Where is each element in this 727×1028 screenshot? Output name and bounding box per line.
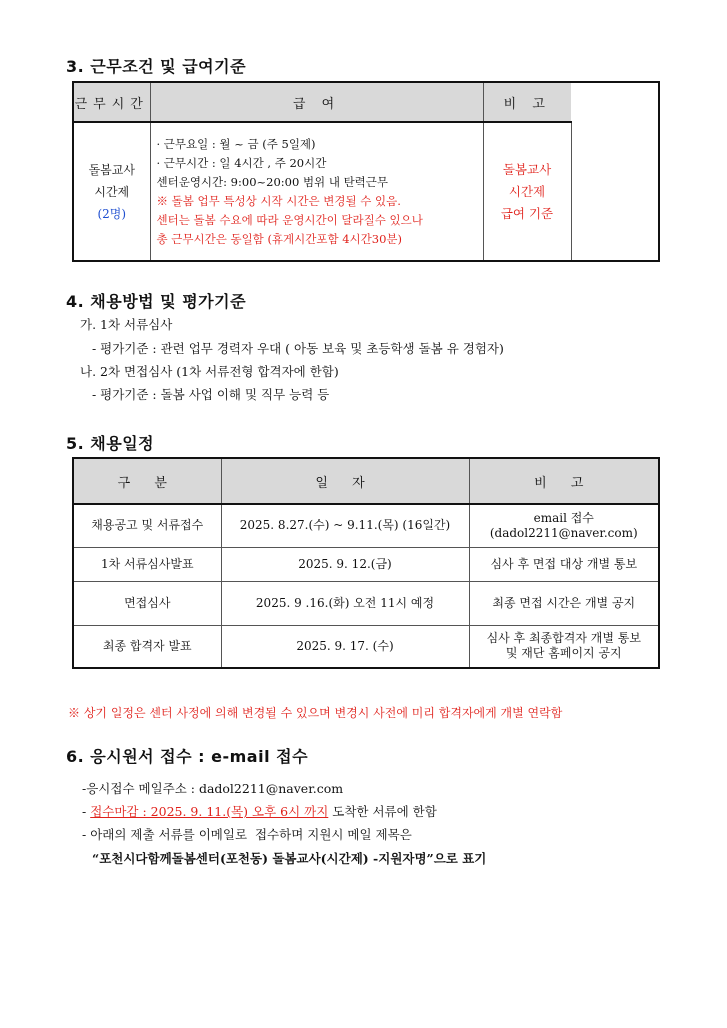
table-header-row: [73, 82, 659, 122]
method-step-2: 나. 2차 면접심사 (1차 서류전형 합격자에 한함): [80, 364, 339, 379]
row-category: 면접심사: [73, 581, 221, 625]
row-remark-line-2: (dadol2211@naver.com): [489, 525, 638, 540]
table-row: [73, 581, 659, 625]
row-date: 2025. 8.27.(수) ~ 9.11.(목) (16일간): [221, 504, 469, 547]
section-5-title: 5. 채용일정: [66, 434, 155, 453]
row-remark-line-2: 및 재단 홈페이지 공지: [505, 646, 622, 661]
header-category: 구 분: [73, 458, 221, 504]
row-date: 2025. 9. 12.(금): [221, 547, 469, 581]
row-category: 1차 서류심사발표: [73, 547, 221, 581]
pay-line-1: 돌봄교사: [502, 161, 552, 177]
row-remark: 심사 후 면접 대상 개별 통보: [469, 547, 659, 581]
section-3-title: 3. 근무조건 및 급여기준: [66, 57, 247, 76]
remark-cell: [571, 122, 659, 261]
pay-line-2: 시간제: [508, 183, 546, 199]
submission-instruction: - 아래의 제출 서류를 이메일로 접수하며 지원시 메일 제목은: [82, 827, 412, 842]
row-remark: [469, 625, 659, 668]
row-date: 2025. 9. 17. (수): [221, 625, 469, 668]
condition-operating-hours: 센터운영시간: 9:00~20:00 범위 내 탄력근무: [156, 174, 389, 189]
role-name: 돌봄교사: [88, 162, 135, 177]
row-category: 최종 합격자 발표: [73, 625, 221, 668]
deadline-suffix: 도착한 서류에 한함: [328, 804, 437, 819]
method-step-1: 가. 1차 서류심사: [80, 317, 173, 332]
table-row: [73, 625, 659, 668]
header-remark: 비 고: [469, 458, 659, 504]
row-remark-line-1: 심사 후 최종합격자 개별 통보: [486, 631, 641, 646]
row-category: 채용공고 및 서류접수: [91, 518, 204, 533]
row-date: 2025. 9 .16.(화) 오전 11시 예정: [221, 581, 469, 625]
pay-line-3: 급여 기준: [500, 205, 554, 221]
header-work-hours: 근무시간: [73, 82, 150, 122]
schedule-table: [72, 457, 660, 669]
schedule-note: ※ 상기 일정은 센터 사정에 의해 변경될 수 있으며 변경시 사전에 미리 합격자에게 개별 연락함: [68, 706, 563, 720]
role-cell: [73, 122, 150, 261]
table-header-row: [73, 458, 659, 504]
application-email-line: -응시접수 메일주소 : dadol2211@naver.com: [82, 781, 344, 796]
method-step-2-criteria: - 평가기준 : 돌봄 사업 이해 및 직무 능력 등: [84, 387, 330, 402]
section-6-title: 6. 응시원서 접수 : e-mail 접수: [66, 747, 309, 766]
deadline-prefix: -: [82, 804, 91, 819]
header-pay: 급 여: [150, 82, 483, 122]
row-remark: 최종 면접 시간은 개별 공지: [469, 581, 659, 625]
condition-note-3: 총 근무시간은 동일함 (휴게시간포함 4시간30분): [156, 231, 403, 246]
table-row: [73, 547, 659, 581]
condition-hours: · 근무시간 : 일 4시간 , 주 20시간: [156, 155, 327, 170]
condition-days: · 근무요일 : 월 ~ 금 (주 5일제): [156, 136, 316, 151]
role-type: 시간제: [94, 184, 130, 199]
pay-cell: [483, 122, 571, 261]
role-count: (2명): [97, 206, 127, 221]
deadline-date: 접수마감 : 2025. 9. 11.(목) 오후 6시 까지: [90, 804, 329, 819]
section-4-title: 4. 채용방법 및 평가기준: [66, 292, 247, 311]
working-conditions-table: [72, 81, 660, 262]
email-subject-format: “포천시다함께돌봄센터(포천동) 돌봄교사(시간제) -지원자명”으로 표기: [92, 851, 487, 866]
header-remark: 비 고: [483, 82, 571, 122]
deadline-line: [82, 802, 437, 820]
row-remark-line-1: email 접수: [533, 510, 594, 525]
condition-note-2: 센터는 돌봄 수요에 따라 운영시간이 달라질수 있으나: [156, 212, 423, 227]
table-row: [73, 122, 659, 261]
table-row: [73, 504, 659, 547]
method-step-1-criteria: - 평가기준 : 관련 업무 경력자 우대 ( 아동 보육 및 초등학생 돌봄 유 경험자): [84, 341, 504, 356]
condition-note-1: ※ 돌봄 업무 특성상 시작 시간은 변경될 수 있음.: [156, 193, 401, 208]
conditions-cell: [150, 122, 483, 261]
row-remark: [469, 504, 659, 547]
header-date: 일 자: [221, 458, 469, 504]
